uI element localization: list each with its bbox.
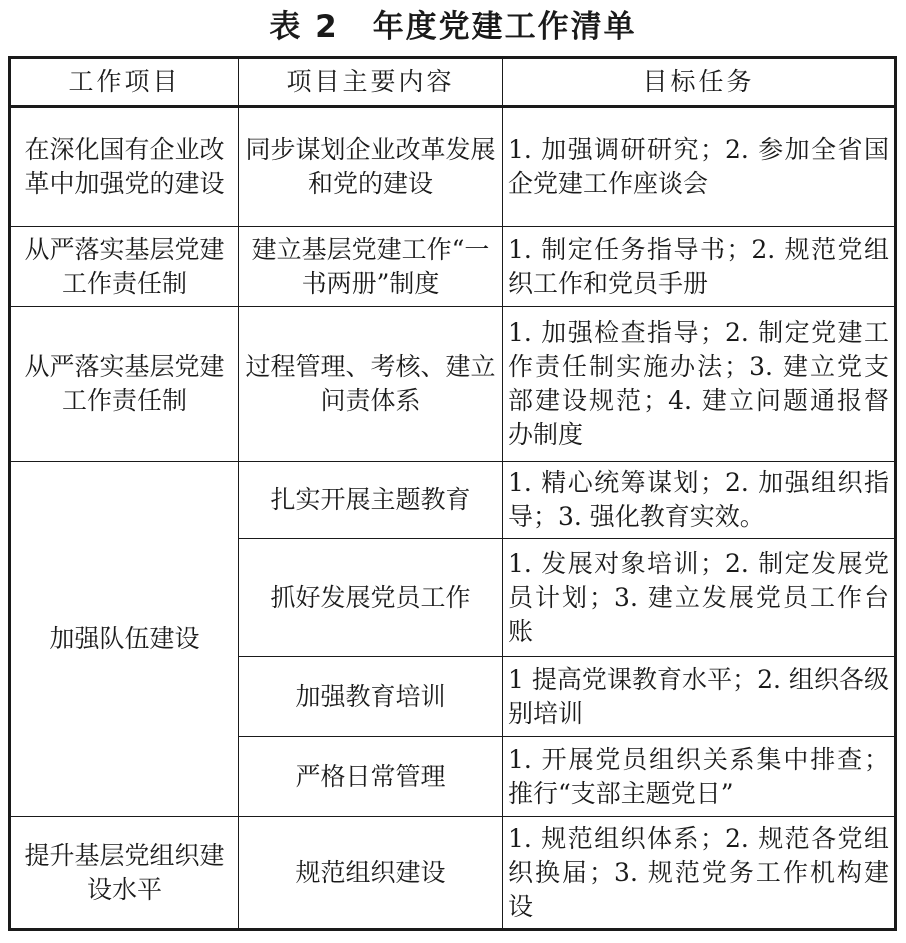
header-main-content: 项目主要内容 — [239, 58, 503, 107]
content-cell: 规范组织建设 — [239, 817, 503, 930]
table-row — [10, 817, 896, 930]
work-item-cell: 提升基层党组织建设水平 — [10, 817, 239, 930]
content-cell: 同步谋划企业改革发展和党的建设 — [239, 107, 503, 227]
work-item-cell: 加强队伍建设 — [10, 462, 239, 817]
header-work-item: 工作项目 — [10, 58, 239, 107]
work-item-cell: 从严落实基层党建工作责任制 — [10, 307, 239, 462]
content-cell: 严格日常管理 — [239, 737, 503, 817]
table-row — [10, 107, 896, 227]
tasks-cell: 1. 发展对象培训；2. 制定发展党员计划；3. 建立发展党员工作台账 — [503, 539, 896, 657]
table-row — [10, 307, 896, 462]
table-title: 年度党建工作清单 — [372, 9, 637, 45]
header-row — [10, 58, 896, 107]
table-caption — [0, 4, 906, 50]
content-cell: 加强教育培训 — [239, 657, 503, 737]
tasks-cell: 1. 加强调研研究；2. 参加全省国企党建工作座谈会 — [503, 107, 896, 227]
tasks-cell: 1. 精心统筹谋划；2. 加强组织指导；3. 强化教育实效。 — [503, 462, 896, 539]
content-cell: 建立基层党建工作“一书两册”制度 — [239, 227, 503, 307]
tasks-cell: 1. 规范组织体系；2. 规范各党组织换届；3. 规范党务工作机构建设 — [503, 817, 896, 930]
header-target-tasks: 目标任务 — [503, 58, 896, 107]
tasks-cell: 1. 制定任务指导书；2. 规范党组织工作和党员手册 — [503, 227, 896, 307]
tasks-cell: 1 提高党课教育水平；2. 组织各级别培训 — [503, 657, 896, 737]
content-cell: 扎实开展主题教育 — [239, 462, 503, 539]
work-item-cell: 在深化国有企业改革中加强党的建设 — [10, 107, 239, 227]
tasks-cell: 1. 加强检查指导；2. 制定党建工作责任制实施办法；3. 建立党支部建设规范；4. 建立问题通报督办制度 — [503, 307, 896, 462]
table-row — [10, 462, 896, 539]
tasks-cell: 1. 开展党员组织关系集中排查；推行“支部主题党日” — [503, 737, 896, 817]
content-cell: 抓好发展党员工作 — [239, 539, 503, 657]
content-cell: 过程管理、考核、建立问责体系 — [239, 307, 503, 462]
work-item-cell: 从严落实基层党建工作责任制 — [10, 227, 239, 307]
party-work-table — [8, 56, 897, 931]
table-row — [10, 227, 896, 307]
table-number: 表 2 — [269, 9, 339, 45]
